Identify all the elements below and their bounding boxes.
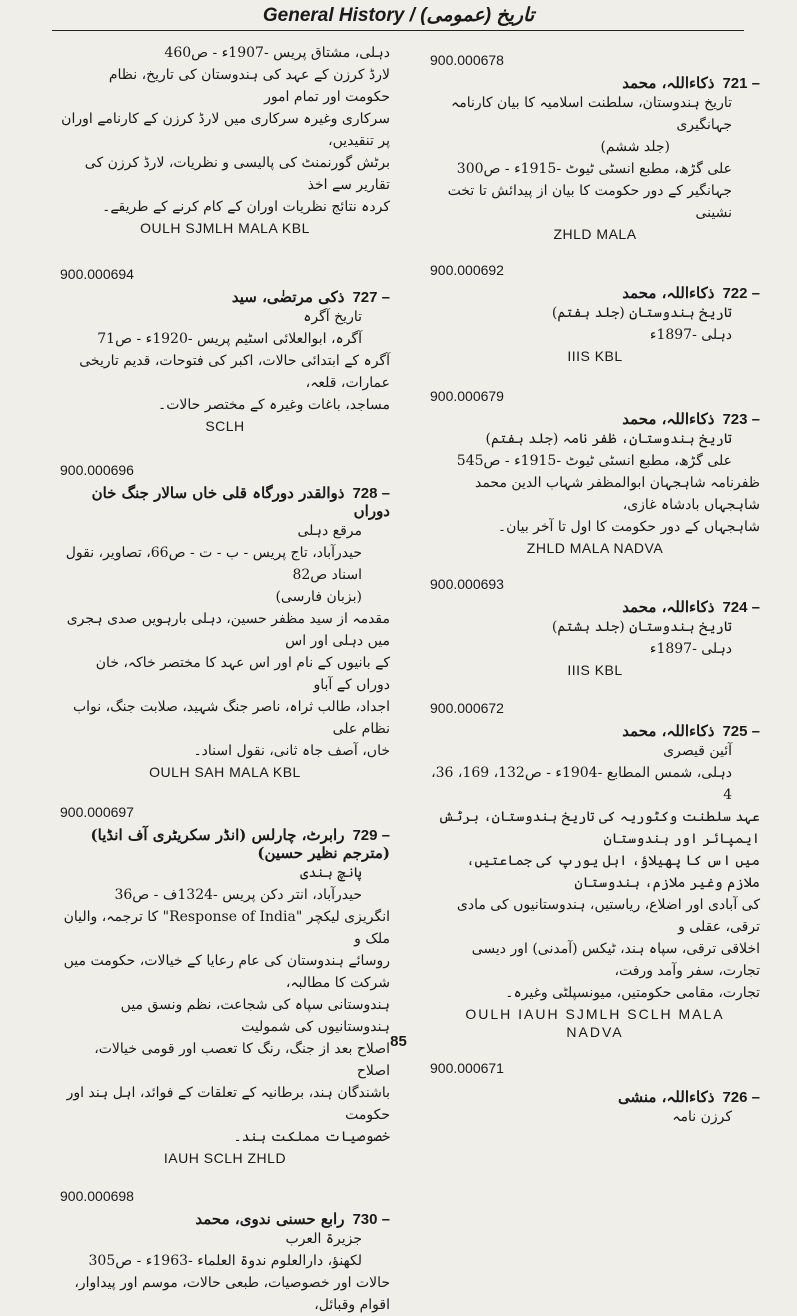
entry-title: جزیرۃ العرب xyxy=(285,1231,362,1247)
entry-author: ذکاءاللہ، محمد xyxy=(622,284,715,302)
entry-line: دہلی، شمس المطابع -1904ء - ص132، 169، 36، 4 xyxy=(431,765,732,803)
entry-author: ذکاءاللہ، محمد xyxy=(622,74,715,92)
entry-heading xyxy=(430,284,760,302)
catalog-entry xyxy=(60,266,390,434)
accession-number: 900.000698 xyxy=(60,1188,134,1204)
entry-line: (بزبان فارسی) xyxy=(275,589,362,605)
entry-title: تاریخ ہندوستان (جلد ہفتم) xyxy=(551,305,732,321)
entry-line: دہلی -1897ء xyxy=(649,327,732,343)
entry-number: 728 – xyxy=(352,485,390,502)
entry-number: 723 – xyxy=(722,411,760,428)
holding-codes: IIIS KBL xyxy=(567,662,623,678)
left-column xyxy=(60,40,390,1316)
entry-number: 725 – xyxy=(722,723,760,740)
entry-heading xyxy=(430,1088,760,1106)
entry-author: رابع حسنی ندوی، محمد xyxy=(195,1210,345,1228)
entry-heading xyxy=(430,74,760,92)
entry-line: آگرہ، ابوالعلائی اسٹیم پریس -1920ء - ص71 xyxy=(97,331,362,347)
entry-line: کردہ نتائج نظریات اوران کے کام کرنے کے طریقے۔ xyxy=(102,199,390,215)
entry-line: برٹش گورنمنٹ کی پالیسی و نظریات، لارڈ کرزن کی تقاریر سے اخذ xyxy=(84,155,390,193)
accession-number: 900.000693 xyxy=(430,576,504,592)
accession-number: 900.000679 xyxy=(430,388,504,404)
catalog-entry xyxy=(60,40,390,236)
right-column xyxy=(430,40,760,1128)
entry-line: لارڈ کرزن کے عہد کی ہندوستان کی تاریخ، نظام حکومت اور تمام امور xyxy=(108,67,390,105)
catalog-entry xyxy=(60,1188,390,1316)
entry-line: عہد سلطنت وکٹوریہ کی تاریخ ہندوستان، برٹش ایمپائر اور ہندوستان xyxy=(437,809,760,847)
page-number: 85 xyxy=(390,1033,407,1050)
entry-number: 722 – xyxy=(722,285,760,302)
page-header: General History / (عمومی) تاریخ xyxy=(262,5,535,26)
entry-line: روسائے ہندوستان کی عام رعایا کے خیالات، حکومت میں شرکت کا مطالبہ، xyxy=(63,953,390,991)
accession-number: 900.000678 xyxy=(430,52,504,68)
entry-heading xyxy=(430,598,760,616)
entry-line: خصوصیات مملکت ہند۔ xyxy=(233,1129,390,1145)
entry-line: دہلی -1897ء xyxy=(649,641,732,657)
catalog-entry xyxy=(60,462,390,780)
entry-line: علی گڑھ، مطبع انسٹی ٹیوٹ -1915ء - ص300 xyxy=(456,161,732,177)
entry-title: آئین قیصری xyxy=(663,743,732,759)
holding-codes: IAUH SCLH ZHLD xyxy=(163,1150,287,1166)
entry-line: علی گڑھ، مطبع انسٹی ٹیوٹ -1915ء - ص545 xyxy=(456,453,732,469)
entry-line: انگریزی لیکچر "Response of India" کا ترجمہ، والیان ملک و xyxy=(63,909,390,947)
holding-codes: ZHLD MALA NADVA xyxy=(526,540,664,556)
entry-line: اخلاقی ترقی، سپاہ ہند، ٹیکس (آمدنی) اور دیسی تجارت، سفر وآمد ورفت، xyxy=(471,941,760,979)
entry-line: تجارت، مقامی حکومتیں، میونسپلٹی وغیرہ۔ xyxy=(505,985,760,1001)
entry-heading xyxy=(60,484,390,520)
holding-codes: SCLH xyxy=(205,418,245,434)
accession-number: 900.000696 xyxy=(60,462,134,478)
entry-author: ذکی مرتضٰی، سید xyxy=(231,288,345,306)
entry-title: مرقع دہلی xyxy=(297,523,362,539)
holding-codes: OULH IAUH SJMLH SCLH MALA xyxy=(465,1006,725,1022)
entry-title: کرزن نامہ xyxy=(672,1109,732,1125)
entry-title: تاریخ ہندوستان، ظفر نامہ (جلد ہفتم) xyxy=(485,431,732,447)
entry-author: ذکاءاللہ، محمد xyxy=(622,722,715,740)
entry-line: باشندگان ہند، برطانیہ کے تعلقات کے فوائد، اہل ہند اور حکومت xyxy=(66,1085,390,1123)
catalog-entry xyxy=(430,1060,760,1128)
entry-author: ذکاءاللہ، محمد xyxy=(622,598,715,616)
entry-line: کے بانیوں کے نام اور اس عہد کا مختصر خاکہ، خان دوراں کے آباو xyxy=(95,655,390,693)
entry-line: حالات اور خصوصیات، طبعی حالات، موسم اور پیداوار، اقوام وقبائل، xyxy=(74,1275,390,1313)
entry-author: ذکاءاللہ، منشی xyxy=(618,1088,715,1106)
entry-number: 729 – xyxy=(352,827,390,844)
entry-heading xyxy=(430,410,760,428)
entry-title: تاریخ ہندوستان (جلد ہشتم) xyxy=(551,619,732,635)
catalog-entry xyxy=(60,804,390,1166)
entry-title: تاریخ آگرہ xyxy=(303,309,362,325)
entry-line: (جلد ششم) xyxy=(600,139,670,155)
entry-line: آگرہ کے ابتدائی حالات، اکبر کی فتوحات، قدیم تاریخی عمارات، قلعہ، xyxy=(79,353,390,391)
entry-number: 724 – xyxy=(722,599,760,616)
entry-line: ظفرنامہ شاہجہان ابوالمظفر شہاب الدین محمد شاہجہاں بادشاہ غازی، xyxy=(474,475,760,513)
accession-number: 900.000671 xyxy=(430,1060,504,1076)
entry-line: اصلاح بعد از جنگ، رنگ کا تعصب اور قومی خیالات، اصلاح xyxy=(94,1041,390,1079)
entry-line: حیدرآباد، تاج پریس - ب - ت - ص66، تصاویر، نقول اسناد ص82 xyxy=(65,545,362,583)
entry-line: لکھنؤ، دارالعلوم ندوۃ العلماء -1963ء - ص305 xyxy=(88,1253,362,1269)
entry-heading xyxy=(60,826,390,862)
holding-codes: IIIS KBL xyxy=(567,348,623,364)
entry-number: 727 – xyxy=(352,289,390,306)
entry-title: پانچ ہندی xyxy=(300,865,362,881)
entry-line: جہانگیر کے دور حکومت کا بیان از پیدائش تا تخت نشینی xyxy=(447,183,732,221)
entry-line: دہلی، مشتاق پریس -1907ء - ص460 xyxy=(164,45,390,61)
entry-number: 730 – xyxy=(352,1211,390,1228)
holding-codes: OULH SJMLH MALA KBL xyxy=(140,220,310,236)
entry-author: رابرٹ، چارلس (انڈر سکریٹری آف انڈیا) (مترجم نظیر حسین) xyxy=(90,826,390,862)
entry-line: کی آبادی اور اضلاع، ریاستیں، ہندوستانیوں کی مادی ترقی، عقلی و xyxy=(456,897,760,935)
catalog-entry xyxy=(430,388,760,556)
entry-heading xyxy=(60,288,390,306)
catalog-entry xyxy=(430,52,760,242)
entry-line: میں اس کا پھیلاؤ، اہل یورپ کی جماعتیں، ملازم وغیر ملازم، ہندوستان xyxy=(466,853,760,891)
accession-number: 900.000692 xyxy=(430,262,504,278)
catalog-entry xyxy=(430,576,760,678)
entry-line: حیدرآباد، انتر دکن پریس -1324ف - ص36 xyxy=(114,887,362,903)
entry-line: مقدمہ از سید مظفر حسین، دہلی بارہویں صدی ہجری میں دہلی اور اس xyxy=(66,611,390,649)
entry-line: ہندوستانی سپاہ کی شجاعت، نظم ونسق میں ہندوستانیوں کی شمولیت xyxy=(120,997,390,1035)
holding-codes: ZHLD MALA xyxy=(553,226,637,242)
entry-line: شاہجہاں کے دور حکومت کا اول تا آخر بیان۔ xyxy=(497,519,760,535)
accession-number: 900.000697 xyxy=(60,804,134,820)
accession-number: 900.000694 xyxy=(60,266,134,282)
catalog-entry xyxy=(430,700,760,1040)
header-rule xyxy=(52,30,744,31)
entry-line: خاں، آصف جاہ ثانی، نقول اسناد۔ xyxy=(193,743,390,759)
entry-line: سرکاری وغیرہ سرکاری میں لارڈ کرزن کے کارنامے اوران پر تنقیدیں، xyxy=(61,111,390,149)
entry-author: ذکاءاللہ، محمد xyxy=(622,410,715,428)
entry-heading xyxy=(60,1210,390,1228)
accession-number: 900.000672 xyxy=(430,700,504,716)
catalog-entry xyxy=(430,262,760,364)
holding-codes: NADVA xyxy=(566,1024,624,1040)
entry-line: مساجد، باغات وغیرہ کے مختصر حالات۔ xyxy=(158,397,390,413)
entry-title: تاریخ ہندوستان، سلطنت اسلامیہ کا بیان کارنامہ جہانگیری xyxy=(451,95,732,133)
entry-number: 721 – xyxy=(722,75,760,92)
holding-codes: OULH SAH MALA KBL xyxy=(149,764,301,780)
entry-number: 726 – xyxy=(722,1089,760,1106)
entry-line: اجداد، طالب ثراہ، ناصر جنگ شہید، صلابت جنگ، نواب نظام علی xyxy=(72,699,390,737)
entry-heading xyxy=(430,722,760,740)
entry-author: ذوالقدر دورگاہ قلی خاں سالار جنگ خان دوراں xyxy=(91,484,390,520)
